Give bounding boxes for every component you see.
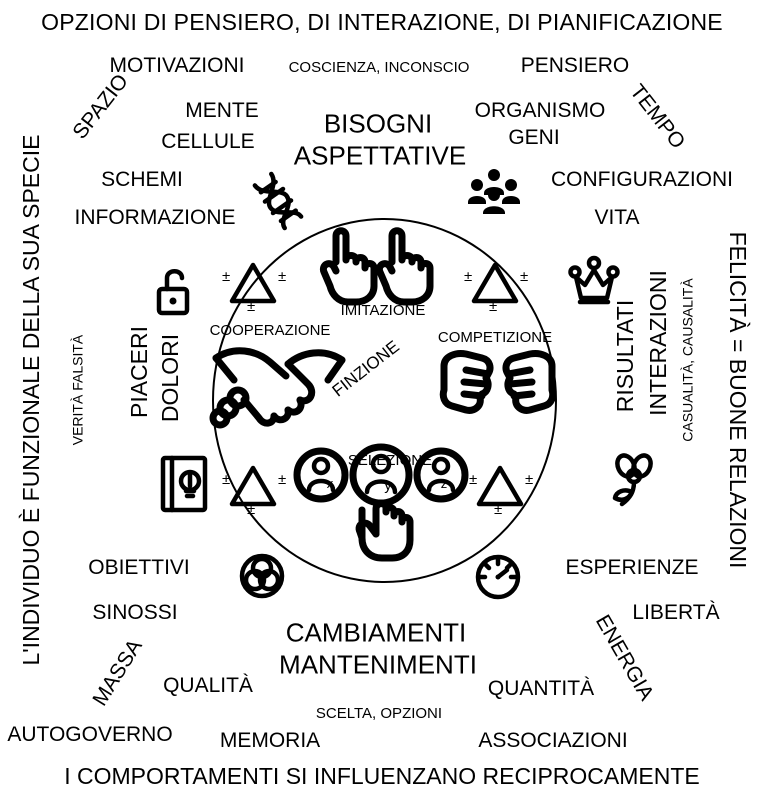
inner-label-finzione: FINZIONE: [328, 336, 403, 401]
svg-text:±: ±: [247, 298, 256, 315]
svg-text:±: ±: [520, 268, 529, 285]
outer-label-esperienze: ESPERIENZE: [565, 555, 699, 579]
svg-text:±: ±: [494, 501, 503, 518]
outer-label-mantenimenti: MANTENIMENTI: [279, 649, 477, 680]
svg-text:±: ±: [464, 268, 473, 285]
outer-label-cellule: CELLULE: [161, 129, 255, 153]
outer-label-scelta-opzioni: SCELTA, OPZIONI: [315, 705, 443, 723]
outer-label-dolori: DOLORI: [156, 333, 183, 423]
outer-label-casualità-causalità: CASUALITÀ, CAUSALITÀ: [679, 278, 696, 442]
edge-caption-top: OPZIONI DI PENSIERO, DI INTERAZIONE, DI PIANIFICAZIONE: [41, 8, 723, 35]
outer-label-aspettative: ASPETTATIVE: [293, 140, 467, 171]
selection-node-z: z: [440, 476, 448, 492]
svg-text:±: ±: [489, 298, 498, 315]
outer-label-autogoverno: AUTOGOVERNO: [7, 722, 173, 746]
outer-label-bisogni: BISOGNI: [323, 108, 433, 139]
outer-label-risultati: RISULTATI: [611, 299, 638, 413]
outer-label-obiettivi: OBIETTIVI: [88, 555, 190, 579]
inner-label-competizione: COMPETIZIONE: [437, 329, 553, 347]
book-idea-icon: [160, 455, 208, 513]
outer-label-massa: MASSA: [88, 635, 147, 710]
fists-icon: [436, 346, 560, 418]
outer-label-tempo: TEMPO: [625, 80, 690, 154]
dna-icon: [245, 166, 311, 236]
outer-label-sinossi: SINOSSI: [92, 600, 178, 624]
selection-node-y: y: [384, 477, 392, 495]
outer-label-memoria: MEMORIA: [219, 728, 321, 752]
outer-label-vita: VITA: [594, 205, 640, 229]
edge-caption-left: L'INDIVIDUO È FUNZIONALE DELLA SUA SPECIE: [17, 134, 44, 666]
outer-label-spazio: SPAZIO: [68, 69, 133, 144]
outer-label-associazioni: ASSOCIAZIONI: [478, 728, 628, 752]
plus-minus-triangle-lower-right: [463, 458, 537, 518]
outer-label-pensiero: PENSIERO: [520, 53, 630, 77]
plus-minus-triangle-upper-right: [458, 255, 532, 315]
svg-text:±: ±: [278, 471, 287, 488]
svg-text:±: ±: [278, 268, 287, 285]
hand-pointing-down-icon: [348, 500, 422, 562]
edge-caption-right: FELICITÀ = BUONE RELAZIONI: [725, 231, 752, 569]
gauge-icon: [475, 554, 521, 600]
outer-label-motivazioni: MOTIVAZIONI: [109, 53, 245, 77]
crown-icon: [570, 256, 618, 306]
flower-icon: [608, 452, 660, 508]
outer-label-verità-falsità: VERITÀ FALSITÀ: [69, 334, 86, 446]
outer-label-qualità: QUALITÀ: [163, 673, 253, 697]
selection-node-x: x: [326, 476, 334, 492]
outer-label-schemi: SCHEMI: [101, 167, 183, 191]
outer-label-coscienza-inconscio: COSCIENZA, INCONSCIO: [288, 59, 470, 77]
svg-text:±: ±: [525, 471, 534, 488]
outer-label-interazioni: INTERAZIONI: [644, 270, 671, 416]
inner-label-cooperazione: COOPERAZIONE: [209, 322, 331, 340]
svg-text:±: ±: [247, 501, 256, 518]
edge-caption-bottom: I COMPORTAMENTI SI INFLUENZANO RECIPROCAMENTE: [64, 762, 700, 789]
outer-label-piaceri: PIACERI: [125, 325, 152, 419]
svg-text:±: ±: [222, 471, 231, 488]
padlock-open-icon: [155, 263, 197, 317]
outer-label-organismo: ORGANISMO: [474, 98, 606, 122]
inner-label-selezione: SELEZIONE: [347, 452, 433, 470]
outer-label-configurazioni: CONFIGURAZIONI: [551, 167, 733, 191]
outer-label-libertà: LIBERTÀ: [632, 600, 720, 624]
people-group-icon: [466, 168, 522, 214]
inner-label-imitazione: IMITAZIONE: [340, 302, 426, 320]
outer-label-energia: ENERGIA: [590, 611, 659, 705]
plus-minus-triangle-upper-left: [216, 255, 290, 315]
svg-text:±: ±: [469, 471, 478, 488]
outer-label-cambiamenti: CAMBIAMENTI: [285, 617, 467, 648]
outer-label-quantità: QUANTITÀ: [487, 676, 595, 700]
outer-label-informazione: INFORMAZIONE: [74, 205, 236, 229]
hands-pointing-icon: [318, 224, 446, 304]
svg-text:±: ±: [222, 268, 231, 285]
atom-icon: [238, 552, 286, 600]
plus-minus-triangle-lower-left: [216, 458, 290, 518]
outer-label-geni: GENI: [508, 125, 560, 149]
outer-label-mente: MENTE: [185, 98, 259, 122]
